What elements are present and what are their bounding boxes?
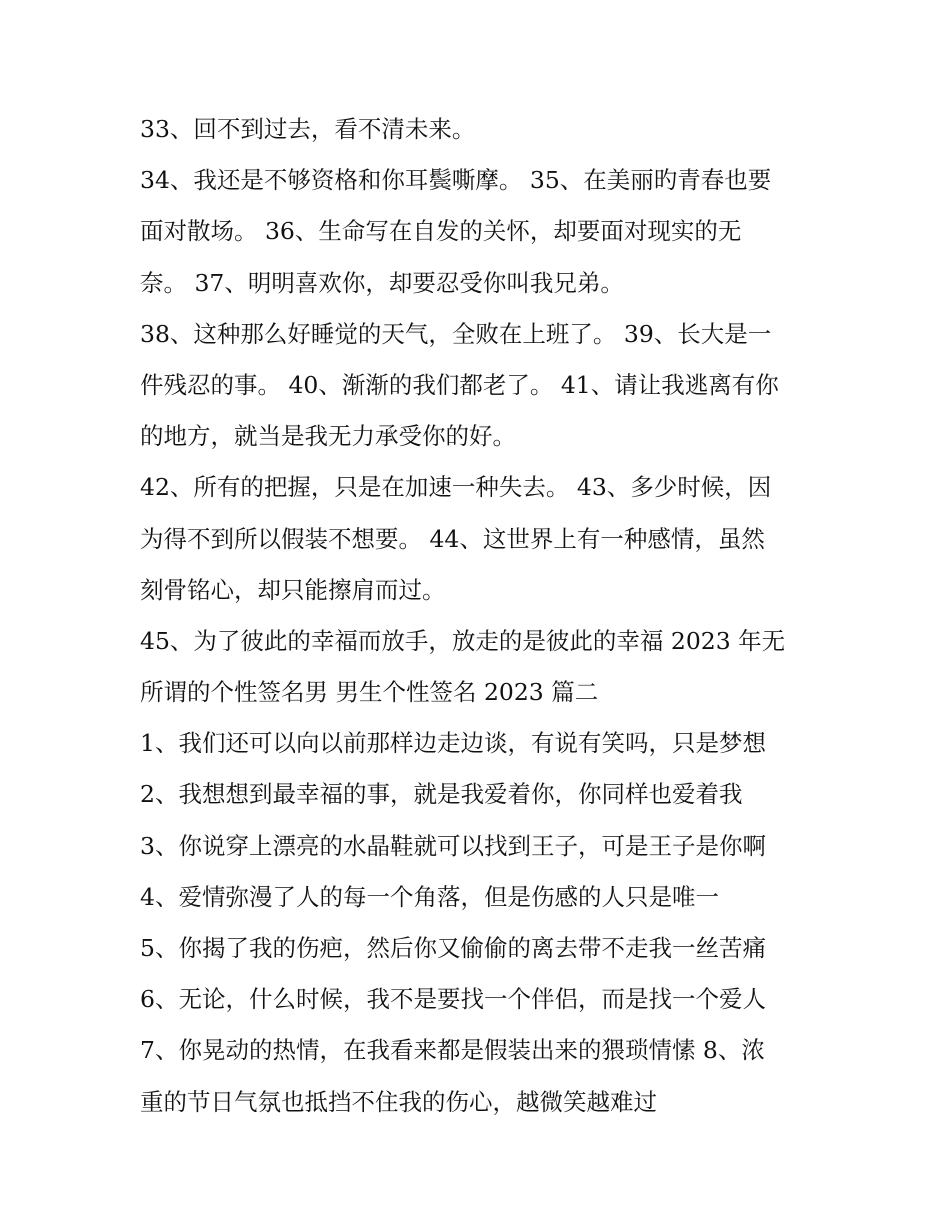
text-line-13: 1、我们还可以向以前那样边走边谈，有说有笑吗，只是梦想 — [140, 729, 766, 758]
text-line-18: 6、无论，什么时候，我不是要找一个伴侣，而是找一个爱人 — [140, 985, 766, 1014]
text-line-1: 33、回不到过去，看不清未来。 — [140, 115, 476, 143]
text-line-17: 5、你揭了我的伤疤，然后你又偷偷的离去带不走我一丝苦痛 — [140, 934, 766, 962]
text-line-12: 所谓的个性签名男 男生个性签名 2023 篇二 — [140, 678, 599, 707]
text-line-7: 的地方，就当是我无力承受你的好。 — [140, 422, 516, 451]
text-line-14: 2、我想想到最幸福的事，就是我爱着你，你同样也爱着我 — [140, 780, 743, 809]
text-line-4: 奈。 37、明明喜欢你，却要忍受你叫我兄弟。 — [140, 268, 624, 297]
text-line-19: 7、你晃动的热情，在我看来都是假装出来的猥琐情愫 8、浓 — [140, 1036, 765, 1065]
text-line-16: 4、爱情弥漫了人的每一个角落，但是伤感的人只是唯一 — [140, 882, 719, 911]
text-line-10: 刻骨铭心，却只能擦肩而过。 — [140, 575, 446, 604]
text-line-15: 3、你说穿上漂亮的水晶鞋就可以找到王子，可是王子是你啊 — [140, 831, 766, 860]
text-line-2: 34、我还是不够资格和你耳鬓嘶摩。 35、在美丽旳青春也要 — [140, 166, 772, 195]
text-line-6: 件残忍的事。 40、渐渐的我们都老了。 41、请让我逃离有你 — [140, 370, 779, 399]
text-line-9: 为得不到所以假装不想要。 44、这世界上有一种感情，虽然 — [140, 524, 765, 553]
text-line-20: 重的节日气氛也抵挡不住我的伤心，越微笑越难过 — [140, 1087, 657, 1116]
text-line-3: 面对散场。 36、生命写在自发的关怀，却要面对现实的无 — [140, 217, 742, 246]
text-line-8: 42、所有的把握，只是在加速一种失去。 43、多少时候，因 — [140, 473, 772, 502]
document-body — [140, 104, 810, 1128]
text-line-11: 45、为了彼此的幸福而放手，放走的是彼此的幸福 2023 年无 — [140, 626, 786, 655]
text-line-5: 38、这种那么好睡觉的天气，全败在上班了。 39、长大是一 — [140, 319, 772, 348]
